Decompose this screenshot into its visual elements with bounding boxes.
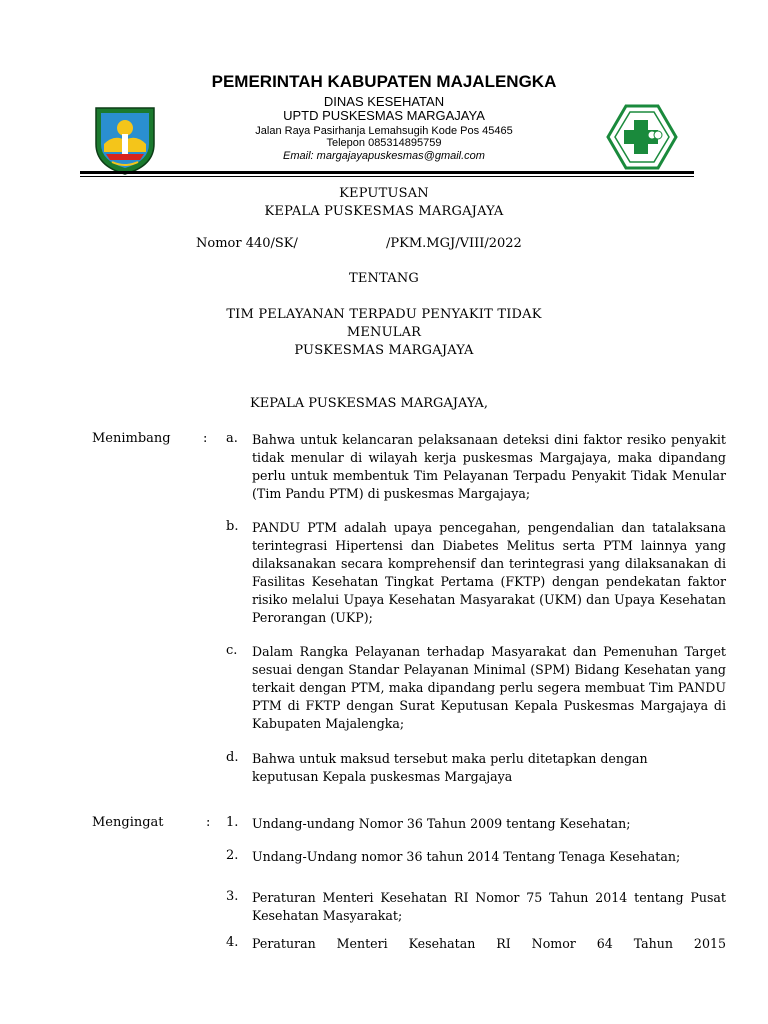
decree-heading: KEPUTUSAN [339, 186, 429, 201]
mengingat-item: Peraturan Menteri Kesehatan RI Nomor 64 Tahun 2015 [252, 936, 726, 951]
menimbang-item: Bahwa untuk maksud tersebut maka perlu ditetapkan dengan keputusan Kepala puskesmas Margajaya [252, 751, 648, 784]
decree-issuer: KEPALA PUSKESMAS MARGAJAYA [264, 204, 504, 219]
decree-number-suffix: /PKM.MGJ/VIII/2022 [386, 236, 522, 251]
menimbang-item: Bahwa untuk kelancaran pelaksanaan deteksi dini faktor resiko penyakit tidak menular di wilayah kerja puskesmas Margajaya, maka dipandang perlu untuk membentuk Tim Pelayanan Terpadu Penyakit Tidak Menular (Tim Pandu PTM) di puskesmas Margajaya; [252, 432, 726, 501]
mengingat-item: Undang-undang Nomor 36 Tahun 2009 tentang Kesehatan; [252, 816, 631, 831]
subject-line-2: MENULAR [346, 325, 422, 340]
mengingat-item: Undang-Undang nomor 36 tahun 2014 Tentang Tenaga Kesehatan; [252, 849, 681, 864]
mengingat-marker: 1. [226, 815, 239, 830]
address: Jalan Raya Pasirhanja Lemahsugih Kode Pos 45465 [255, 125, 513, 137]
menimbang-marker: c. [226, 643, 238, 658]
menimbang-item: Dalam Rangka Pelayanan terhadap Masyarakat dan Pemenuhan Target sesuai dengan Standar Pelayanan Minimal (SPM) Bidang Kesehatan yang terkait dengan PTM, maka dipandang perlu segera membuat Tim PANDU PTM di FKTP dengan Surat Keputusan Kepala Puskesmas Margajaya di Kabupaten Majalengka; [252, 644, 726, 731]
menimbang-label: Menimbang [92, 431, 171, 446]
mengingat-colon: : [206, 815, 211, 830]
menimbang-colon: : [203, 431, 208, 446]
government-name: PEMERINTAH KABUPATEN MAJALENGKA [211, 72, 557, 91]
subject-line-3: PUSKESMAS MARGAJAYA [294, 343, 474, 358]
mengingat-label: Mengingat [92, 815, 164, 830]
menimbang-marker: d. [226, 750, 239, 765]
about-heading: TENTANG [348, 271, 420, 286]
mengingat-marker: 2. [226, 848, 239, 863]
mengingat-marker: 4. [226, 935, 239, 950]
decree-number-prefix: Nomor 440/SK/ [196, 236, 298, 251]
letterhead-divider-thin [80, 176, 694, 177]
subject-line-1: TIM PELAYANAN TERPADU PENYAKIT TIDAK [226, 307, 542, 322]
menimbang-item: PANDU PTM adalah upaya pencegahan, pengendalian dan tatalaksana terintegrasi Hipertensi dan Diabetes Melitus serta PTM lainnya yang dilaksanakan secara komprehensif dan terintegrasi yang dilaksanakan di Fasilitas Kesehatan Tingkat Pertama (FKTP) dengan pendekatan faktor risiko melalui Upaya Kesehatan Masyarakat (UKM) dan Upaya Kesehatan Perorangan (UKP); [252, 520, 726, 625]
email: Email: margajayapuskesmas@gmail.com [283, 150, 485, 162]
department-name: DINAS KESEHATAN [323, 94, 445, 109]
menimbang-marker: a. [226, 431, 238, 446]
phone: Telepon 085314895759 [326, 137, 442, 149]
unit-name: UPTD PUSKESMAS MARGAJAYA [283, 108, 485, 123]
mengingat-marker: 3. [226, 889, 239, 904]
letterhead-divider [80, 171, 694, 174]
official-title: KEPALA PUSKESMAS MARGAJAYA, [250, 396, 488, 411]
menimbang-marker: b. [226, 519, 239, 534]
mengingat-item: Peraturan Menteri Kesehatan RI Nomor 75 Tahun 2014 tentang Pusat Kesehatan Masyarakat; [252, 890, 726, 923]
